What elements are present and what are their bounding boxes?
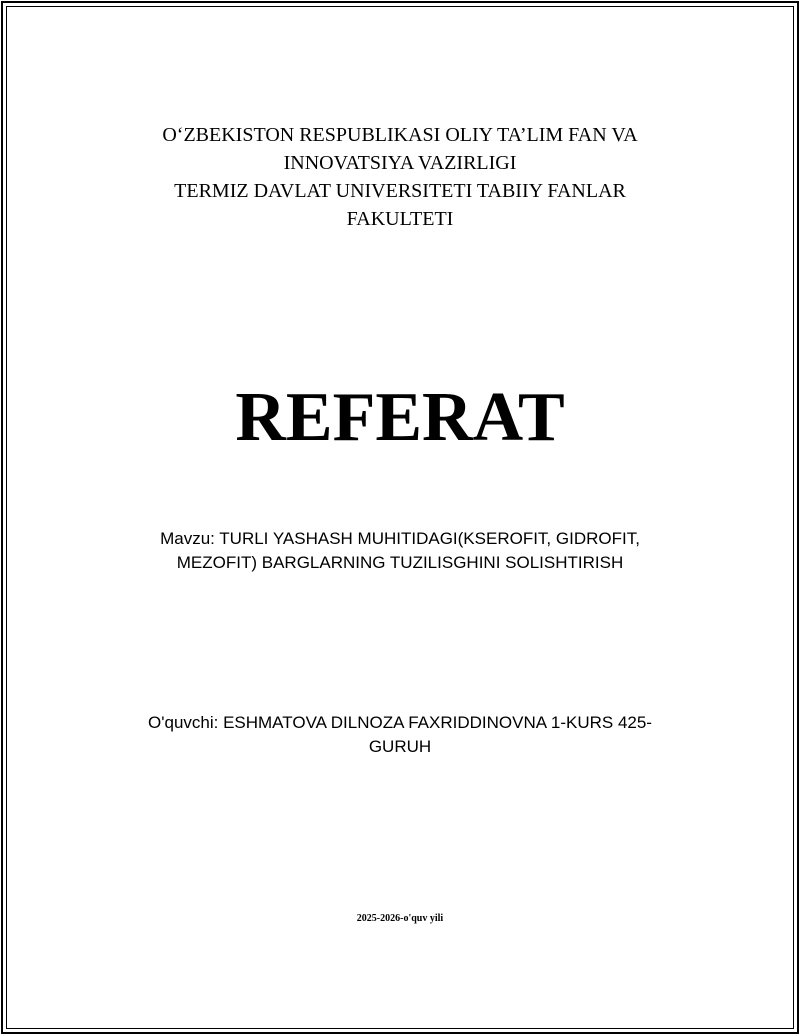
ministry-line: O‘ZBEKISTON RESPUBLIKASI OLIY TA’LIM FAN VA [162,124,638,146]
topic-line: MEZOFIT) BARGLARNING TUZILISGHINI SOLISHTIRISH [176,553,624,572]
document-title: REFERAT [235,379,565,456]
student-line: GURUH [368,737,432,756]
topic-line: Mavzu: TURLI YASHASH MUHITIDAGI(KSEROFIT, GIDROFIT, [160,529,640,548]
topic-block [100,527,700,575]
ministry-line: INNOVATSIYA VAZIRLIGI [283,152,517,174]
student-block [100,711,700,759]
student-line: O'quvchi: ESHMATOVA DILNOZA FAXRIDDINOVNA 1-KURS 425- [148,713,652,732]
faculty-line: FAKULTETI [346,208,454,230]
academic-year: 2025-2026-o'quv yili [356,913,444,924]
ministry-heading [100,121,700,233]
university-line: TERMIZ DAVLAT UNIVERSITETI TABIIY FANLAR [174,180,626,202]
